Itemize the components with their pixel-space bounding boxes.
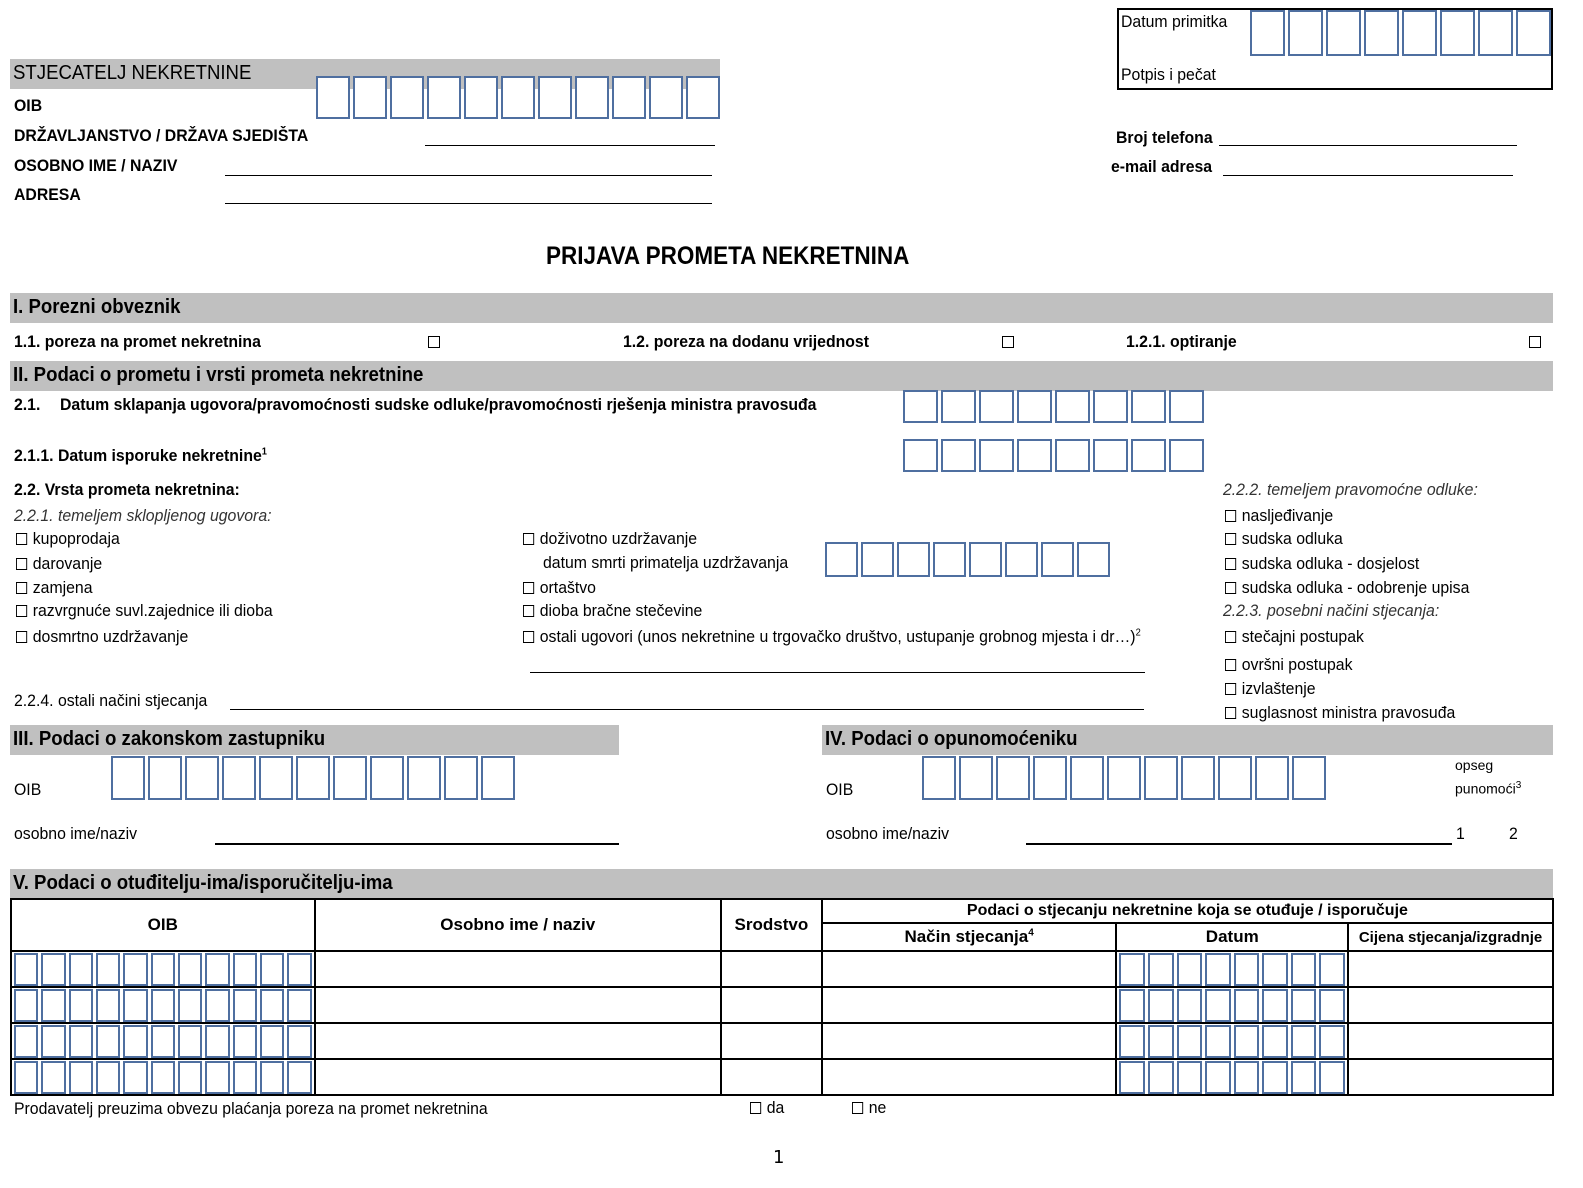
- row-name-cell[interactable]: [315, 951, 721, 987]
- q211-date-boxes[interactable]: [903, 439, 1204, 472]
- checkbox[interactable]: [1225, 582, 1236, 594]
- checkbox[interactable]: [523, 533, 534, 545]
- checkbox[interactable]: [16, 631, 27, 643]
- col-acquisition-header: Podaci o stjecanju nekretnine koja se otuđuje / isporučuje: [822, 899, 1553, 923]
- acquirer-heading: STJECATELJ NEKRETNINE: [10, 59, 720, 89]
- row-date-cell[interactable]: [1116, 951, 1348, 987]
- option-suglasnost[interactable]: suglasnost ministra pravosuđa: [1225, 703, 1455, 723]
- acquirer-oib-boxes[interactable]: [316, 76, 720, 119]
- section1-opt1-checkbox[interactable]: [428, 336, 440, 348]
- section1-opt2-label: 1.2. poreza na dodanu vrijednost: [623, 332, 869, 351]
- seller-tax-yes[interactable]: da: [750, 1098, 784, 1118]
- q21-label: Datum sklapanja ugovora/pravomoćnosti sudske odluke/pravomoćnosti rješenja ministra pravosuđa: [60, 395, 817, 414]
- q222-label: 2.2.2. temeljem pravomoćne odluke:: [1223, 480, 1478, 499]
- option-dosjelost[interactable]: sudska odluka - dosjelost: [1225, 554, 1419, 574]
- q21-number: 2.1.: [14, 395, 41, 414]
- sellers-table: [10, 898, 1554, 1096]
- checkbox[interactable]: [523, 605, 534, 617]
- option-sudska-odluka[interactable]: sudska odluka: [1225, 529, 1343, 549]
- option-stecajni[interactable]: stečajni postupak: [1225, 627, 1364, 647]
- table-row: [11, 987, 1553, 1023]
- row-price-cell[interactable]: [1348, 1023, 1553, 1059]
- section1-heading: I. Porezni obveznik: [10, 293, 1553, 323]
- q221-label: 2.2.1. temeljem sklopljenog ugovora:: [14, 506, 272, 525]
- section1-opt2-checkbox[interactable]: [1002, 336, 1014, 348]
- other-contracts-field[interactable]: [530, 672, 1145, 673]
- option-dioba-bracne[interactable]: dioba bračne stečevine: [523, 601, 702, 621]
- row-price-cell[interactable]: [1348, 951, 1553, 987]
- option-darovanje[interactable]: darovanje: [16, 554, 102, 574]
- seller-tax-no[interactable]: ne: [852, 1098, 886, 1118]
- receipt-date-boxes[interactable]: [1250, 10, 1551, 56]
- checkbox[interactable]: [16, 605, 27, 617]
- section3-heading: III. Podaci o zakonskom zastupniku: [10, 725, 619, 755]
- checkbox[interactable]: [16, 533, 27, 545]
- col-relation-header: Srodstvo: [721, 899, 822, 951]
- row-name-cell[interactable]: [315, 1023, 721, 1059]
- option-odobrenje-upisa[interactable]: sudska odluka - odobrenje upisa: [1225, 578, 1469, 598]
- checkbox[interactable]: [1225, 659, 1236, 671]
- death-date-boxes[interactable]: [825, 542, 1110, 577]
- col-oib-header: OIB: [11, 899, 315, 951]
- checkbox[interactable]: [1225, 510, 1236, 522]
- checkbox[interactable]: [1225, 631, 1236, 643]
- checkbox[interactable]: [750, 1102, 761, 1114]
- row-relation-cell[interactable]: [721, 1023, 822, 1059]
- table-row: [11, 1059, 1553, 1095]
- option-dozivotno[interactable]: doživotno uzdržavanje: [523, 529, 697, 549]
- row-oib-cell[interactable]: [11, 1023, 315, 1059]
- seller-tax-label: Prodavatelj preuzima obvezu plaćanja poreza na promet nekretnina: [14, 1099, 488, 1118]
- row-method-cell[interactable]: [822, 1023, 1117, 1059]
- option-izvlastenje[interactable]: izvlaštenje: [1225, 679, 1316, 699]
- page-number: 1: [773, 1147, 785, 1168]
- option-ortastvo[interactable]: ortaštvo: [523, 578, 596, 598]
- col-price-header: Cijena stjecanja/izgradnje: [1348, 923, 1553, 951]
- section4-name-field[interactable]: [1026, 843, 1452, 845]
- section4-oib-label: OIB: [826, 780, 854, 799]
- checkbox[interactable]: [1225, 558, 1236, 570]
- acquirer-name-field[interactable]: [225, 175, 712, 176]
- acquirer-citizenship-field[interactable]: [425, 145, 715, 146]
- option-ovrsni[interactable]: ovršni postupak: [1225, 655, 1352, 675]
- section3-oib-label: OIB: [14, 780, 42, 799]
- checkbox[interactable]: [16, 558, 27, 570]
- checkbox[interactable]: [852, 1102, 863, 1114]
- section4-oib-boxes[interactable]: [922, 756, 1326, 800]
- q224-field[interactable]: [230, 709, 1144, 710]
- death-date-label: datum smrti primatelja uzdržavanja: [543, 553, 789, 572]
- row-oib-cell[interactable]: [11, 951, 315, 987]
- section5-heading: V. Podaci o otuđitelju-ima/isporučitelju-ima: [10, 869, 1553, 899]
- phone-field[interactable]: [1219, 145, 1517, 146]
- row-price-cell[interactable]: [1348, 987, 1553, 1023]
- phone-label: Broj telefona: [1116, 128, 1213, 147]
- receipt-date-label: Datum primitka: [1121, 12, 1228, 31]
- acquirer-name-label: OSOBNO IME / NAZIV: [14, 156, 178, 175]
- email-label: e-mail adresa: [1111, 157, 1213, 176]
- col-name-header: Osobno ime / naziv: [315, 899, 721, 951]
- scope-option-1[interactable]: 1: [1456, 824, 1465, 843]
- table-row: [11, 1023, 1553, 1059]
- checkbox[interactable]: [523, 631, 534, 643]
- row-method-cell[interactable]: [822, 951, 1117, 987]
- row-price-cell[interactable]: [1348, 1059, 1553, 1095]
- section4-heading: IV. Podaci o opunomoćeniku: [822, 725, 1553, 755]
- section1-opt3-label: 1.2.1. optiranje: [1126, 332, 1237, 351]
- row-date-cell[interactable]: [1116, 987, 1348, 1023]
- option-dosmrtno[interactable]: dosmrtno uzdržavanje: [16, 627, 188, 647]
- checkbox[interactable]: [1225, 683, 1236, 695]
- option-nasljedivanje[interactable]: nasljeđivanje: [1225, 506, 1333, 526]
- row-oib-cell[interactable]: [11, 987, 315, 1023]
- q211-label: 2.1.1. Datum isporuke nekretnine$^1$: [14, 446, 267, 465]
- acquirer-citizenship-label: DRŽAVLJANSTVO / DRŽAVA SJEDIŠTA: [14, 126, 309, 145]
- checkbox[interactable]: [1225, 707, 1236, 719]
- scope-option-2[interactable]: 2: [1509, 824, 1518, 843]
- scope-label-2: punomoći$^3$: [1455, 780, 1522, 797]
- form-title: PRIJAVA PROMETA NEKRETNINA: [546, 242, 910, 270]
- acquirer-address-field[interactable]: [225, 203, 712, 204]
- row-relation-cell[interactable]: [721, 987, 822, 1023]
- section3-name-field[interactable]: [215, 843, 619, 845]
- row-method-cell[interactable]: [822, 1059, 1117, 1095]
- scope-label-1: opseg: [1455, 757, 1494, 773]
- email-field[interactable]: [1223, 175, 1513, 176]
- row-relation-cell[interactable]: [721, 951, 822, 987]
- row-date-cell[interactable]: [1116, 1059, 1348, 1095]
- checkbox[interactable]: [16, 582, 27, 594]
- section1-opt1-label: 1.1. poreza na promet nekretnina: [14, 332, 261, 351]
- section1-opt3-checkbox[interactable]: [1529, 336, 1541, 348]
- option-kupoprodaja[interactable]: kupoprodaja: [16, 529, 120, 549]
- q224-label: 2.2.4. ostali načini stjecanja: [14, 691, 208, 710]
- row-name-cell[interactable]: [315, 987, 721, 1023]
- acquirer-oib-label: OIB: [14, 96, 43, 115]
- checkbox[interactable]: [523, 582, 534, 594]
- checkbox[interactable]: [1225, 533, 1236, 545]
- col-method-header: Način stjecanja$^4$: [822, 923, 1117, 951]
- q223-label: 2.2.3. posebni načini stjecanja:: [1223, 601, 1440, 620]
- col-date-header: Datum: [1116, 923, 1348, 951]
- option-razvrgnuce[interactable]: razvrgnuće suvl.zajednice ili dioba: [16, 601, 273, 621]
- section3-oib-boxes[interactable]: [111, 756, 515, 800]
- row-method-cell[interactable]: [822, 987, 1117, 1023]
- receipt-sign-label: Potpis i pečat: [1121, 65, 1216, 84]
- table-row: [11, 951, 1553, 987]
- row-relation-cell[interactable]: [721, 1059, 822, 1095]
- section4-name-label: osobno ime/naziv: [826, 824, 950, 843]
- row-name-cell[interactable]: [315, 1059, 721, 1095]
- q22-label: 2.2. Vrsta prometa nekretnina:: [14, 480, 240, 499]
- section3-name-label: osobno ime/naziv: [14, 824, 138, 843]
- row-oib-cell[interactable]: [11, 1059, 315, 1095]
- q21-date-boxes[interactable]: [903, 390, 1204, 423]
- section2-heading: II. Podaci o prometu i vrsti prometa nekretnine: [10, 361, 1553, 391]
- row-date-cell[interactable]: [1116, 1023, 1348, 1059]
- acquirer-address-label: ADRESA: [14, 185, 81, 204]
- option-zamjena[interactable]: zamjena: [16, 578, 93, 598]
- option-ostali-ugovori[interactable]: ostali ugovori (unos nekretnine u trgovačko društvo, ustupanje grobnog mjesta i dr…)$^2$: [523, 627, 1141, 647]
